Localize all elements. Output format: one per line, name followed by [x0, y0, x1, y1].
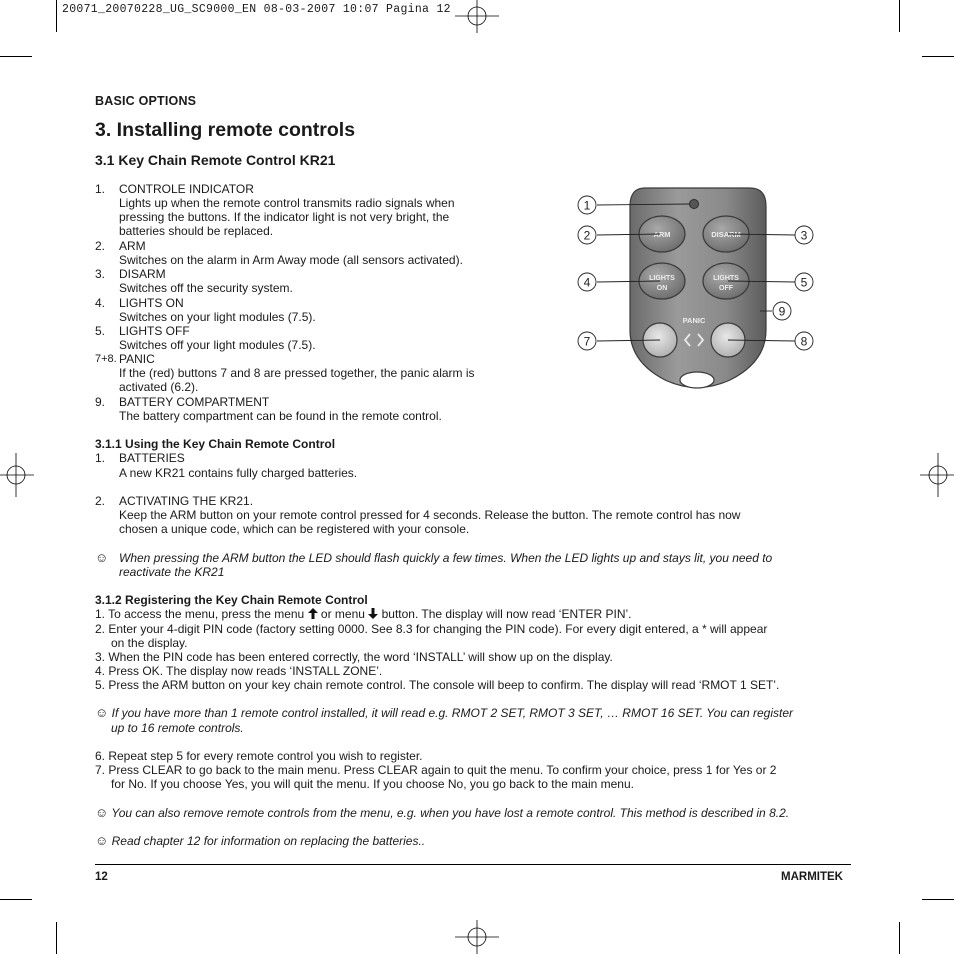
section-label: BASIC OPTIONS [95, 94, 197, 108]
callout-number: 9 [778, 304, 786, 319]
item-number: 4. [95, 296, 106, 310]
callout-number: 1 [583, 198, 591, 213]
note-text: You can also remove remote controls from the menu, e.g. when you have lost a remote control. This method is described in 8.2. [111, 806, 790, 820]
item-label: BATTERIES [119, 451, 185, 465]
usage-list [95, 451, 855, 591]
page-title: 3. Installing remote controls [95, 119, 356, 141]
item-label: PANIC [119, 352, 155, 366]
key-ring-hole [680, 372, 714, 388]
item-desc: Switches on the alarm in Arm Away mode (all sensors activated). [119, 253, 463, 267]
step-5: 5. Press the ARM button on your key chain remote control. The console will beep to confirm. The display will read ‘RMOT 1 SET’. [95, 678, 780, 692]
note-2 [95, 806, 855, 820]
arrow-up-icon [308, 608, 318, 619]
crop-mark [0, 899, 32, 900]
item-number: 7+8. [95, 353, 117, 365]
print-slug: 20071_20070228_UG_SC9000_EN 08-03-2007 10:07 Pagina 12 [62, 3, 451, 16]
item-label: LIGHTS ON [119, 296, 184, 310]
crop-mark [0, 56, 32, 57]
step-4: 4. Press OK. The display now reads ‘INSTALL ZONE’. [95, 664, 383, 678]
item-desc: Lights up when the remote control transmits radio signals when [119, 196, 455, 210]
note-text: reactivate the KR21 [119, 565, 225, 579]
callout-number: 2 [583, 228, 591, 243]
item-number: 9. [95, 395, 106, 409]
item-desc: chosen a unique code, which can be registered with your console. [119, 522, 470, 536]
step-2: 2. Enter your 4-digit PIN code (factory setting 0000. See 8.3 for changing the PIN code). For every digit entered, a * will appear [95, 622, 768, 636]
step-3: 3. When the PIN code has been entered correctly, the word ‘INSTALL’ will show up on the display. [95, 650, 613, 664]
note-text: If you have more than 1 remote control installed, it will read e.g. RMOT 2 SET, RMOT 3 SET, … RMOT 16 SET. You can register [111, 706, 794, 720]
item-label: DISARM [119, 267, 166, 281]
callout-number: 4 [583, 275, 591, 290]
item-desc: Switches on your light modules (7.5). [119, 310, 316, 324]
step-text: 1. To access the menu, press the menu [95, 607, 308, 621]
item-desc: Switches off the security system. [119, 281, 293, 295]
crop-mark [56, 922, 57, 954]
item-number: 3. [95, 267, 106, 281]
lights-on-label: LIGHTS [649, 275, 675, 282]
item-number: 1. [95, 451, 106, 465]
step-2-cont: on the display. [111, 636, 188, 650]
item-desc: The battery compartment can be found in the remote control. [119, 409, 442, 423]
callout-number: 3 [800, 228, 808, 243]
remote-control-illustration [570, 180, 825, 400]
crop-mark [922, 899, 954, 900]
item-number: 2. [95, 239, 106, 253]
step-text: or menu [317, 607, 369, 621]
crop-mark [899, 922, 900, 954]
note-1 [95, 706, 855, 720]
item-desc: If the (red) buttons 7 and 8 are pressed together, the panic alarm is [119, 366, 475, 380]
step-6: 6. Repeat step 5 for every remote control you wish to register. [95, 749, 423, 763]
item-desc: activated (6.2). [119, 380, 199, 394]
crop-mark [899, 0, 900, 32]
item-label: LIGHTS OFF [119, 324, 190, 338]
item-label: ACTIVATING THE KR21. [119, 494, 254, 508]
subsection-heading: 3.1.2 Registering the Key Chain Remote Control [95, 593, 368, 607]
disarm-button-label: DISARM [711, 230, 741, 239]
footer-rule [95, 864, 851, 865]
item-number: 5. [95, 324, 106, 338]
crop-mark [56, 0, 57, 32]
lights-off-label: LIGHTS [713, 275, 739, 282]
callout-number: 8 [800, 334, 808, 349]
smiley-icon: ☺ [95, 550, 109, 565]
arrow-down-icon [368, 608, 378, 619]
lights-off-label: OFF [719, 285, 733, 292]
smiley-icon: ☺ [95, 705, 109, 720]
step-1 [95, 607, 855, 621]
item-label: CONTROLE INDICATOR [119, 182, 254, 196]
indicator-led-icon [690, 200, 699, 209]
step-text: button. The display will now read ‘ENTER PIN’. [378, 607, 632, 621]
note-text: Read chapter 12 for information on replacing the batteries.. [111, 834, 426, 848]
smiley-icon: ☺ [95, 805, 109, 820]
item-desc: Switches off your light modules (7.5). [119, 338, 316, 352]
item-desc: Keep the ARM button on your remote control pressed for 4 seconds. Release the button. The remote control has now [119, 508, 741, 522]
item-number: 1. [95, 182, 106, 196]
callout-number: 5 [800, 275, 808, 290]
brand-name: MARMITEK [781, 871, 843, 883]
item-desc: A new KR21 contains fully charged batteries. [119, 466, 358, 480]
callout-number: 7 [583, 334, 591, 349]
step-7-cont: for No. If you choose Yes, you will quit the menu. If you choose No, you go back to the main menu. [111, 777, 634, 791]
item-desc: batteries should be replaced. [119, 224, 274, 238]
panic-label: PANIC [682, 316, 706, 325]
item-list [95, 182, 535, 427]
item-desc: pressing the buttons. If the indicator light is not very bright, the [119, 210, 450, 224]
crop-mark [922, 56, 954, 57]
smiley-icon: ☺ [95, 833, 109, 848]
registration-mark-icon [455, 0, 499, 34]
item-number: 2. [95, 494, 106, 508]
item-label: ARM [119, 239, 146, 253]
step-7: 7. Press CLEAR to go back to the main menu. Press CLEAR again to quit the menu. To confirm your choice, press 1 for Yes or 2 [95, 763, 777, 777]
item-label: BATTERY COMPARTMENT [119, 395, 270, 409]
registration-mark-icon [455, 920, 499, 954]
arm-button-label: ARM [653, 230, 671, 239]
note-1-cont: up to 16 remote controls. [111, 721, 244, 735]
registration-mark-icon [0, 453, 34, 497]
registration-mark-icon [920, 453, 954, 497]
note-text: When pressing the ARM button the LED should flash quickly a few times. When the LED lights up and stays lit, you need to [119, 551, 773, 565]
lights-on-label: ON [656, 285, 668, 292]
section-heading: 3.1 Key Chain Remote Control KR21 [95, 152, 336, 168]
note-3 [95, 834, 855, 848]
page-number: 12 [95, 871, 108, 883]
subsection-heading: 3.1.1 Using the Key Chain Remote Control [95, 437, 336, 451]
